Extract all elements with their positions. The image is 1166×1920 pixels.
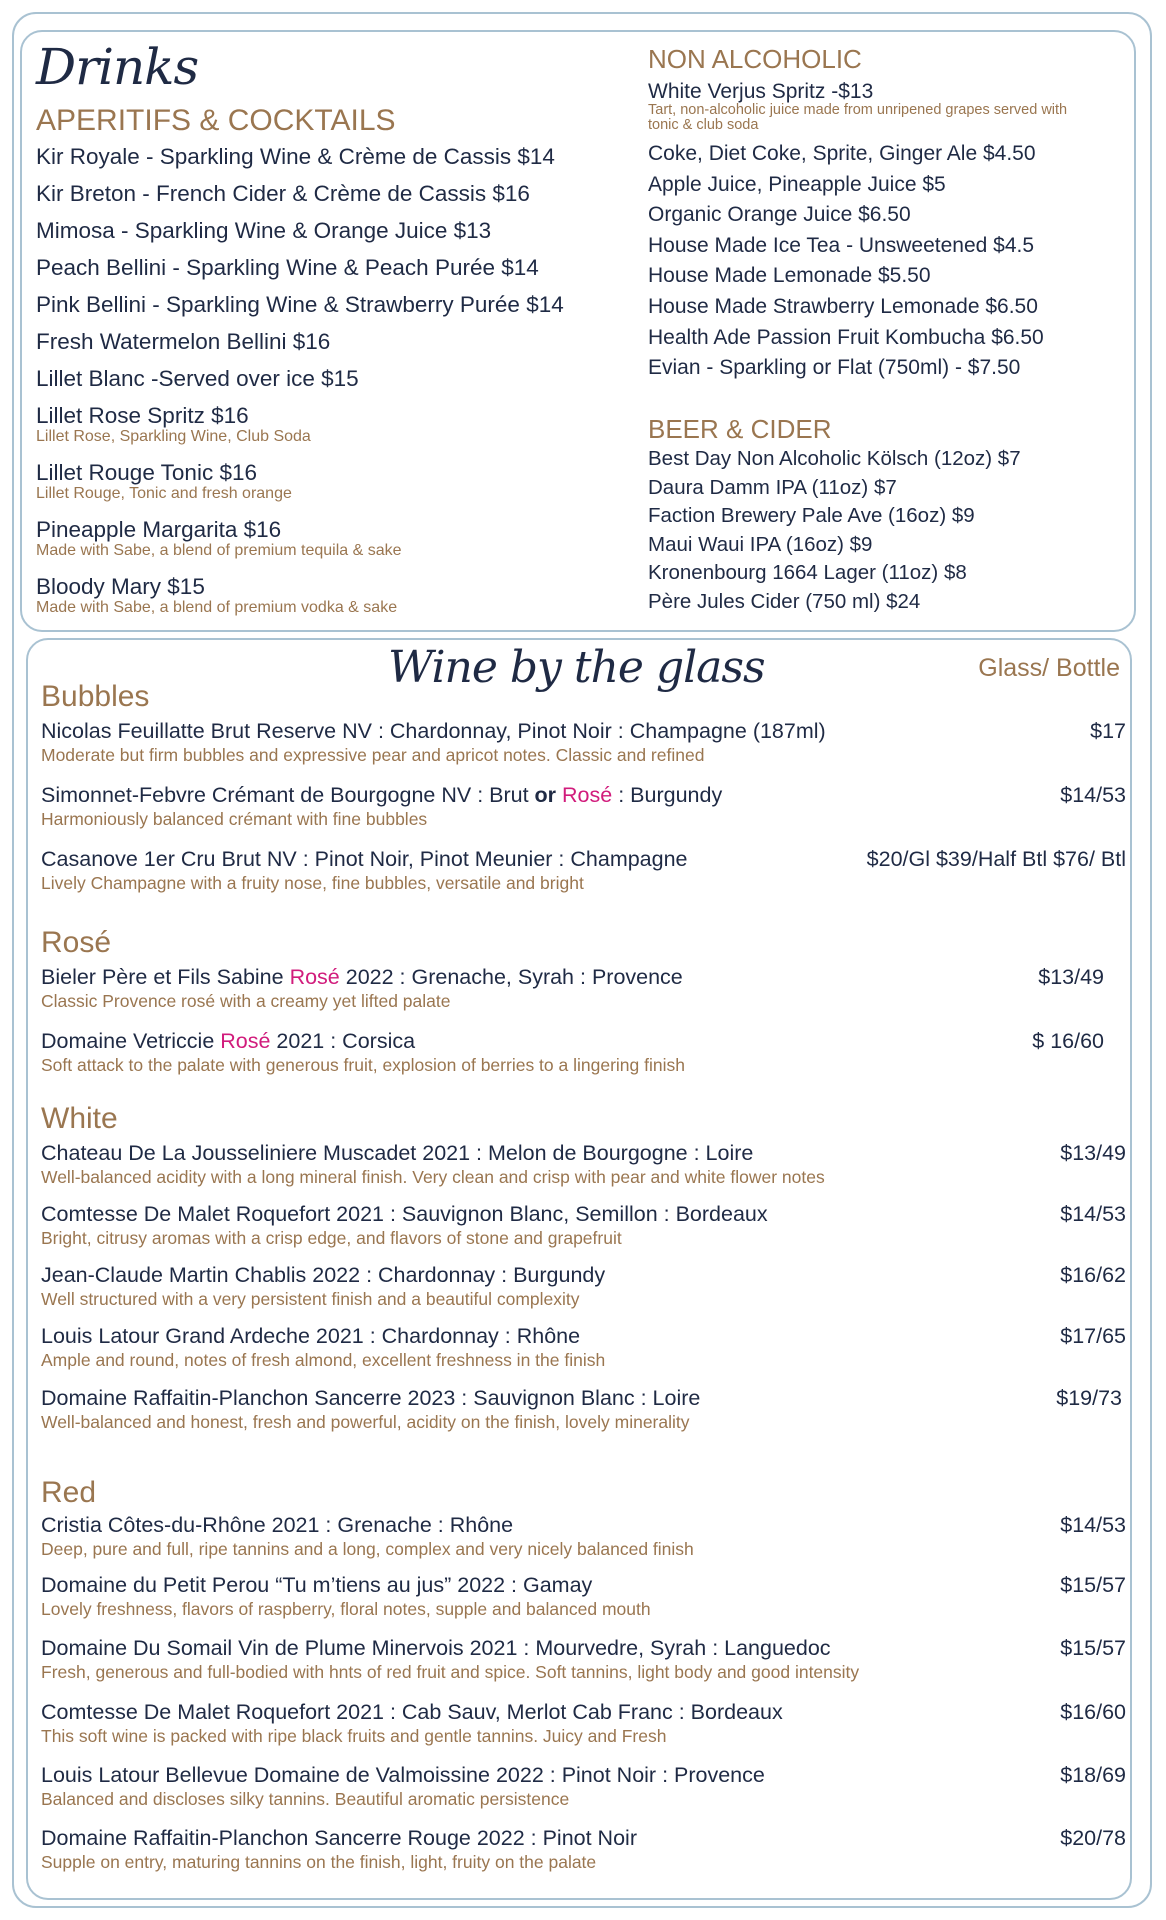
price-column-header: Glass/ Bottle [978, 654, 1120, 682]
wine-name-part: Simonnet-Febvre Crémant de Bourgogne NV : Brut [41, 783, 535, 807]
item-name: Bloody Mary $15 [36, 574, 205, 599]
item-name: Lillet Blanc -Served over ice $15 [36, 366, 359, 391]
wine-name: Domaine Raffaitin-Planchon Sancerre Rouge 2022 : Pinot Noir [41, 1826, 637, 1850]
item-description: Lillet Rose, Sparkling Wine, Club Soda [36, 427, 311, 445]
item-name: Lillet Rose Spritz $16 [36, 403, 249, 428]
list-item [36, 518, 656, 575]
list-item [648, 80, 1118, 142]
wine-name-part: 2022 : Grenache, Syrah : Provence [339, 965, 683, 989]
wine-price: $15/57 [1060, 1573, 1126, 1597]
item-description: Made with Sabe, a blend of premium vodka & sake [36, 598, 398, 616]
list-item: House Made Strawberry Lemonade $6.50 [648, 294, 1038, 318]
wine-description: Bright, citrusy aromas with a crisp edge, and flavors of stone and grapefruit [41, 1227, 622, 1248]
aperitifs-heading: APERITIFS & COCKTAILS [36, 104, 396, 137]
wine-description: Harmoniously balanced crémant with fine bubbles [41, 808, 428, 829]
wine-name-part: or [534, 783, 557, 807]
item-name: Kir Breton - French Cider & Crème de Cassis $16 [36, 181, 530, 206]
wine-entry [41, 719, 1126, 766]
beer-cider-list [648, 448, 1118, 620]
wine-name: Louis Latour Grand Ardeche 2021 : Chardonnay : Rhône [41, 1324, 581, 1348]
wine-description: Well structured with a very persistent finish and a beautiful complexity [41, 1288, 580, 1309]
wine-name: Comtesse De Malet Roquefort 2021 : Sauvignon Blanc, Semillon : Bordeaux [41, 1202, 768, 1226]
list-item: Health Ade Passion Fruit Kombucha $6.50 [648, 325, 1044, 349]
list-item: House Made Ice Tea - Unsweetened $4.5 [648, 233, 1035, 257]
wine-entry [41, 1141, 1126, 1188]
aperitifs-list [36, 145, 656, 632]
rose-label: Rosé [562, 783, 613, 807]
list-item: Best Day Non Alcoholic Kölsch (12oz) $7 [648, 447, 1021, 470]
list-item: Père Jules Cider (750 ml) $24 [648, 589, 921, 613]
drinks-panel [20, 30, 1136, 632]
beer-cider-heading: BEER & CIDER [648, 414, 832, 444]
wine-description: Fresh, generous and full-bodied with hnts of red fruit and spice. Soft tannins, light body and good intensity [41, 1661, 860, 1682]
wine-entry [41, 783, 1126, 830]
wine-price: $14/53 [1060, 1513, 1126, 1537]
list-item [36, 330, 656, 367]
wine-name-part: 2021 : Corsica [270, 1029, 416, 1053]
drinks-title: Drinks [36, 38, 199, 96]
wine-entry [41, 1513, 1126, 1560]
wine-price: $14/53 [1060, 783, 1126, 807]
wine-name: Domaine Raffaitin-Planchon Sancerre 2023 : Sauvignon Blanc : Loire [41, 1386, 701, 1410]
list-item [36, 575, 656, 632]
wine-price: $18/69 [1060, 1763, 1126, 1787]
wine-price: $13/49 [1060, 1141, 1126, 1165]
wine-description: Lovely freshness, flavors of raspberry, floral notes, supple and balanced mouth [41, 1598, 651, 1619]
red-heading: Red [41, 1476, 97, 1509]
wine-name-part: Domaine Vetriccie [41, 1029, 221, 1053]
wine-description: Well-balanced and honest, fresh and powerful, acidity on the finish, lovely minerality [41, 1411, 690, 1432]
wine-entry [41, 1700, 1126, 1747]
wine-name-part: : Burgundy [612, 783, 723, 807]
wine-entry [41, 1029, 1126, 1076]
wine-entry [41, 1636, 1126, 1683]
wine-entry [41, 1324, 1126, 1371]
wine-price: $14/53 [1060, 1202, 1126, 1226]
wine-entry [41, 1763, 1126, 1810]
list-item [36, 182, 656, 219]
wine-name: Comtesse De Malet Roquefort 2021 : Cab Sauv, Merlot Cab Franc : Bordeaux [41, 1700, 783, 1724]
wine-description: This soft wine is packed with ripe black fruits and gentle tannins. Juicy and Fresh [41, 1725, 667, 1746]
list-item [36, 256, 656, 293]
list-item [36, 219, 656, 256]
wine-name: Nicolas Feuillatte Brut Reserve NV : Chardonnay, Pinot Noir : Champagne (187ml) [41, 719, 826, 743]
item-name: Mimosa - Sparkling Wine & Orange Juice $13 [36, 218, 492, 243]
list-item: House Made Lemonade $5.50 [648, 264, 931, 288]
white-heading: White [41, 1102, 118, 1135]
wine-description: Well-balanced acidity with a long mineral finish. Very clean and crisp with pear and white flower notes [41, 1166, 825, 1187]
list-item: Maui Waui IPA (16oz) $9 [648, 532, 873, 556]
wine-description: Lively Champagne with a fruity nose, fine bubbles, versatile and bright [41, 872, 584, 893]
rose-label: Rosé [289, 965, 340, 989]
wine-description: Soft attack to the palate with generous fruit, explosion of berries to a lingering finish [41, 1054, 685, 1075]
item-description: Tart, non-alcoholic juice made from unripened grapes served with tonic & club soda [648, 102, 1068, 133]
bubbles-heading: Bubbles [41, 680, 150, 713]
wine-entry [41, 1386, 1126, 1433]
wine-price: $17/65 [1060, 1324, 1126, 1348]
item-name: Pineapple Margarita $16 [36, 517, 282, 542]
wine-name: Casanove 1er Cru Brut NV : Pinot Noir, Pinot Meunier : Champagne [41, 847, 688, 871]
item-name: Fresh Watermelon Bellini $16 [36, 329, 331, 354]
wine-description: Deep, pure and full, ripe tannins and a long, complex and very nicely balanced finish [41, 1538, 694, 1559]
rose-heading: Rosé [41, 926, 112, 959]
wine-price: $20/78 [1060, 1826, 1126, 1850]
wine-entry [41, 1202, 1126, 1249]
wine-price: $17 [1090, 719, 1126, 743]
wine-description: Ample and round, notes of fresh almond, excellent freshness in the finish [41, 1349, 606, 1370]
wine-title: Wine by the glass [388, 642, 765, 693]
wine-description: Balanced and discloses silky tannins. Beautiful aromatic persistence [41, 1788, 570, 1809]
item-description: Lillet Rouge, Tonic and fresh orange [36, 484, 292, 502]
wine-name: Domaine Du Somail Vin de Plume Minervois 2021 : Mourvedre, Syrah : Languedoc [41, 1636, 831, 1660]
list-item [36, 404, 656, 461]
list-item: Organic Orange Juice $6.50 [648, 203, 911, 227]
wine-entry [41, 1263, 1126, 1310]
list-item [36, 461, 656, 518]
item-name: Kir Royale - Sparkling Wine & Crème de Cassis $14 [36, 144, 555, 169]
wine-price: $ 16/60 [1032, 1029, 1104, 1053]
wine-price: $13/49 [1038, 965, 1104, 989]
wine-name: Jean-Claude Martin Chablis 2022 : Chardonnay : Burgundy [41, 1263, 606, 1287]
wine-name: Chateau De La Jousseliniere Muscadet 2021 : Melon de Bourgogne : Loire [41, 1141, 754, 1165]
wine-name-part: Bieler Père et Fils Sabine [41, 965, 290, 989]
wine-entry [41, 847, 1126, 894]
wine-name: Domaine du Petit Perou “Tu m’tiens au jus” 2022 : Gamay [41, 1573, 593, 1597]
item-name: White Verjus Spritz -$13 [648, 80, 874, 103]
list-item: Evian - Sparkling or Flat (750ml) - $7.50 [648, 356, 1021, 380]
wine-price: $15/57 [1060, 1636, 1126, 1660]
item-name: Peach Bellini - Sparkling Wine & Peach Purée $14 [36, 255, 539, 280]
list-item: Kronenbourg 1664 Lager (11oz) $8 [648, 561, 967, 585]
non-alcoholic-list [648, 80, 1118, 387]
wine-price: $19/73 [1056, 1386, 1122, 1410]
item-description: Made with Sabe, a blend of premium tequila & sake [36, 541, 402, 559]
wine-entry [41, 1826, 1126, 1873]
wine-entry [41, 1573, 1126, 1620]
list-item: Faction Brewery Pale Ave (16oz) $9 [648, 504, 975, 528]
wine-name: Louis Latour Bellevue Domaine de Valmoissine 2022 : Pinot Noir : Provence [41, 1763, 765, 1787]
wine-name: Cristia Côtes-du-Rhône 2021 : Grenache : Rhône [41, 1513, 514, 1537]
wine-description: Classic Provence rosé with a creamy yet lifted palate [41, 990, 451, 1011]
wine-price: $16/62 [1060, 1263, 1126, 1287]
list-item [36, 145, 656, 182]
wine-price: $16/60 [1060, 1700, 1126, 1724]
item-name: Pink Bellini - Sparkling Wine & Strawberry Purée $14 [36, 292, 564, 317]
rose-label: Rosé [220, 1029, 271, 1053]
wine-description: Moderate but firm bubbles and expressive pear and apricot notes. Classic and refined [41, 744, 705, 765]
wine-price: $20/Gl $39/Half Btl $76/ Btl [866, 847, 1126, 871]
list-item [36, 293, 656, 330]
wine-description: Supple on entry, maturing tannins on the finish, light, fruity on the palate [41, 1851, 597, 1872]
list-item: Daura Damm IPA (11oz) $7 [648, 475, 897, 499]
list-item: Apple Juice, Pineapple Juice $5 [648, 172, 946, 196]
wine-entry [41, 965, 1126, 1012]
list-item [36, 367, 656, 404]
item-name: Lillet Rouge Tonic $16 [36, 460, 257, 485]
non-alcoholic-heading: NON ALCOHOLIC [648, 44, 862, 74]
list-item: Coke, Diet Coke, Sprite, Ginger Ale $4.50 [648, 142, 1036, 165]
